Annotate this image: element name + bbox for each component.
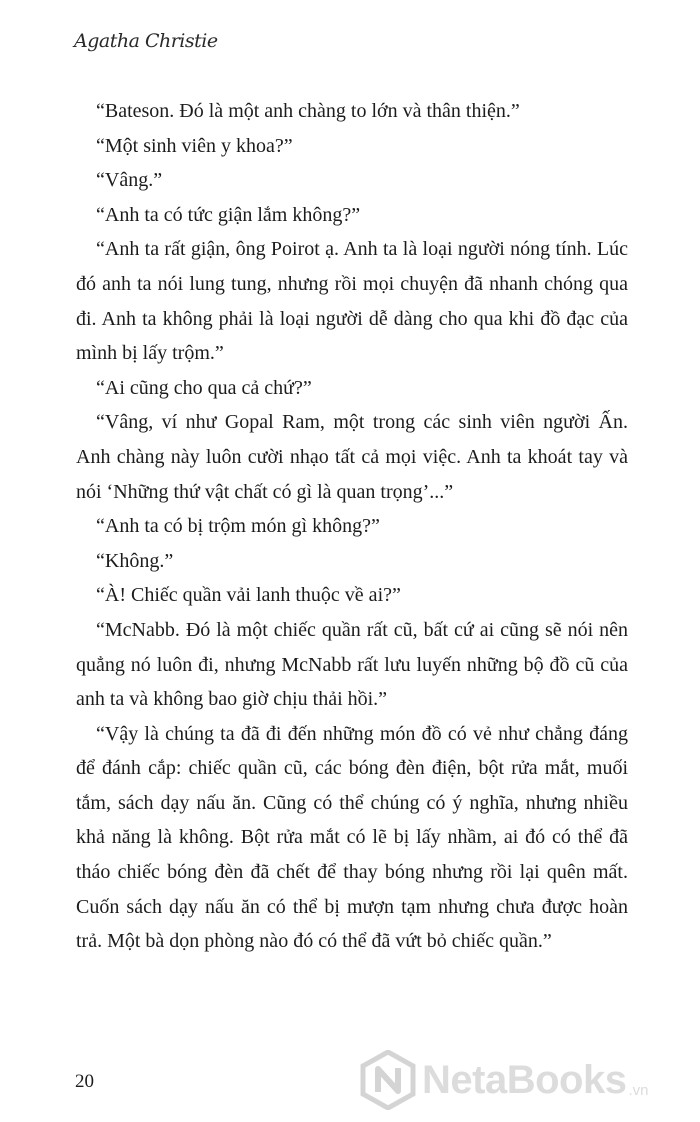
paragraph: “Anh ta có tức giận lắm không?” [96,203,361,226]
paragraph: “Vâng, ví như Gopal Ram, một trong các sinh viên người Ấn. Anh chàng này luôn cười nhạo tất cả mọi việc. Anh ta khoát tay và nói ‘Những thứ vật chất có gì là quan trọng’...” [76,411,628,503]
paragraph: “Anh ta rất giận, ông Poirot ạ. Anh ta là loại người nóng tính. Lúc đó anh ta nói lung tung, nhưng rồi mọi chuyện đã nhanh chóng qua đi. Anh ta không phải là loại người dễ dàng cho qua khi đồ đạc của mình bị lấy trộm.” [76,238,628,365]
paragraph: “Vậy là chúng ta đã đi đến những món đồ có vẻ như chẳng đáng để đánh cắp: chiếc quần cũ, các bóng đèn điện, bột rửa mắt, muối tắm, sách dạy nấu ăn. Cũng có thể chúng có ý nghĩa, nhưng nhiều khả năng là không. Bột rửa mắt có lẽ bị lấy nhầm, ai đó có thể đã tháo chiếc bóng đèn đã chết để thay bóng nhưng rồi lại quên mất. Cuốn sách dạy nấu ăn có thể bị mượn tạm nhưng chưa được hoàn trả. Một bà dọn phòng nào đó có thể đã vứt bỏ chiếc quần.” [76,722,628,953]
netabooks-watermark [360,1045,648,1115]
paragraph: “McNabb. Đó là một chiếc quần rất cũ, bất cứ ai cũng sẽ nói nên quẳng nó luôn đi, nhưng McNabb rất lưu luyến những bộ đồ cũ của anh ta và không bao giờ chịu thải hồi.” [76,618,628,711]
paragraph: “Vâng.” [96,169,163,192]
paragraph: “Một sinh viên y khoa?” [96,134,293,157]
paragraph: “Không.” [96,549,174,572]
paragraph: “À! Chiếc quần vải lanh thuộc về ai?” [96,584,401,607]
page-number: 20 [75,1071,94,1092]
author-signature-logo: Agatha Christie [74,30,218,52]
paragraph: “Bateson. Đó là một anh chàng to lớn và thân thiện.” [96,100,520,122]
paragraph: “Ai cũng cho qua cả chứ?” [96,376,312,399]
watermark-brand-text: NetaBooks [422,1057,627,1102]
paragraph: “Anh ta có bị trộm món gì không?” [96,515,380,538]
book-body-text [76,94,628,959]
watermark-domain-suffix: .vn [628,1082,649,1099]
netabooks-logo-icon [360,1050,416,1110]
